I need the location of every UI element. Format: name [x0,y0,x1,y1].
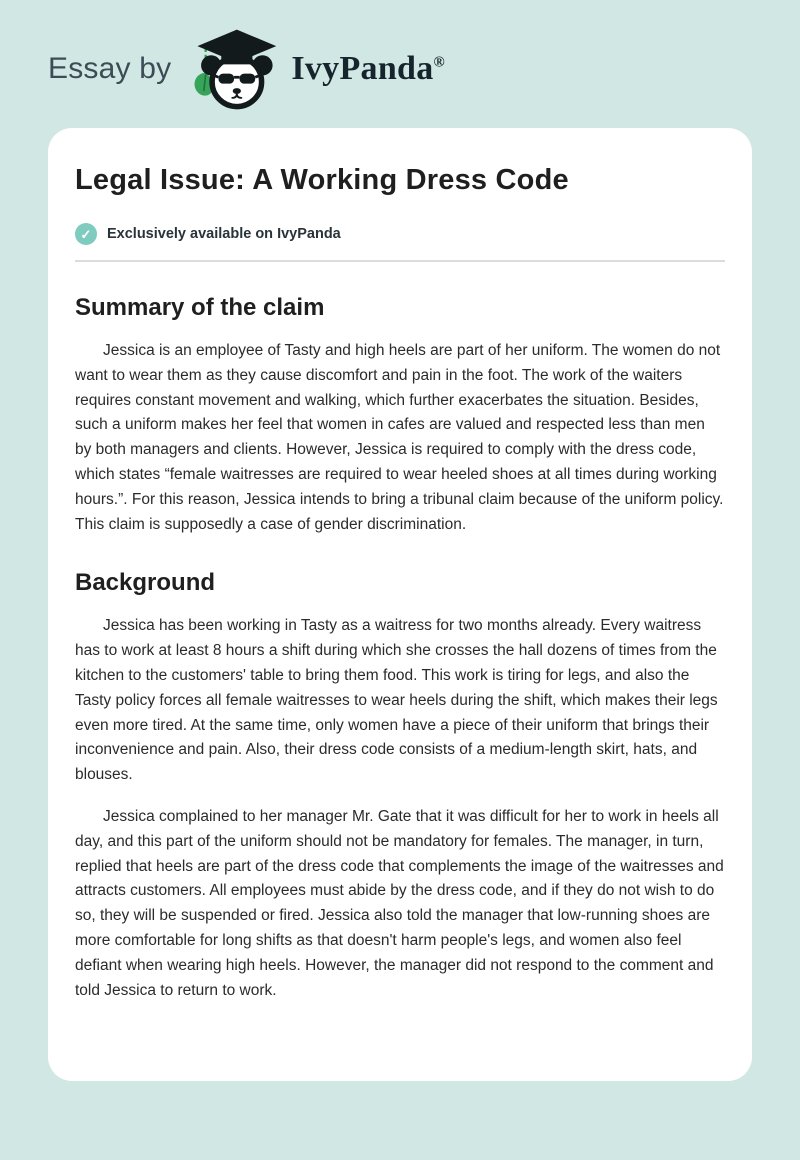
page-title: Legal Issue: A Working Dress Code [75,164,569,196]
exclusive-badge [75,223,725,245]
header [0,0,800,108]
brand-wordmark [291,50,445,88]
divider [75,260,725,262]
section-summary [75,294,725,537]
ivypanda-panda-logo-icon [187,25,283,113]
essay-card [48,128,752,1081]
paragraph: Jessica has been working in Tasty as a waitress for two months already. Every waitress has to work at least 8 hours a shift during which she crosses the hall dozens of times from the kitchen to the customers' table to bring them food. This work is tiring for legs, and also the Tasty policy forces all female waitresses to wear heels during the shift, which makes their legs even more tired. At the same time, only women have a piece of their uniform that brings their inconvenience and pain. Also, their dress code consists of a medium-length skirt, hats, and blouses. [75,617,718,784]
paragraph: Jessica complained to her manager Mr. Gate that it was difficult for her to work in heels all day, and this part of the uniform should not be mandatory for females. The manager, in turn, replied that heels are part of the dress code that complements the image of the waitresses and attracts customers. All employees must abide by the dress code, and if they do not wish to do so, they will be suspended or fired. Jessica also told the manager that low-running shoes are more comfortable for long shifts as that doesn't harm people's legs, and women also feel defiant when wearing high heels. However, the manager did not respond to the comment and told Jessica to return to work. [75,807,724,999]
registered-trademark: ® [433,54,446,71]
essay-by-label: Essay by [48,52,172,85]
section-background [75,569,725,1003]
exclusive-badge-label: Exclusively available on IvyPanda [107,226,341,242]
section-heading-background: Background [75,569,216,597]
brand-name: IvyPanda [291,50,434,87]
section-heading-summary: Summary of the claim [75,294,325,321]
paragraph: Jessica is an employee of Tasty and high heels are part of her uniform. The women do not want to wear them as they cause discomfort and pain in the foot. The work of the waiters requires constant movement and walking, which further exacerbates the situation. Besides, such a uniform makes her feel that women in cafes are valued and respected less than men by both managers and clients. However, Jessica is required to comply with the dress code, which states “female waitresses are required to wear heeled shoes at all times during working hours.”. For this reason, Jessica intends to bring a tribunal claim because of the uniform policy. This claim is supposedly a case of gender discrimination. [75,342,724,533]
check-icon: ✓ [75,223,97,245]
